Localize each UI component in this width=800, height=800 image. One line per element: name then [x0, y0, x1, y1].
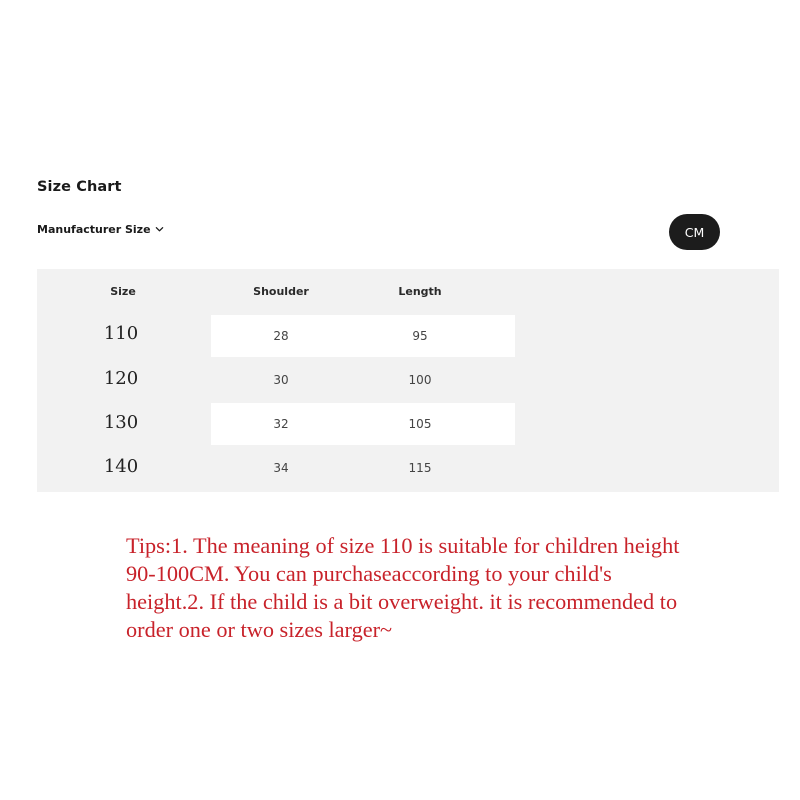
table-cell-size: 120 — [103, 368, 139, 389]
table-cell-shoulder: 34 — [273, 461, 289, 475]
manufacturer-size-dropdown[interactable] — [37, 223, 164, 236]
chevron-down-icon — [155, 225, 164, 234]
table-cell-shoulder: 30 — [273, 373, 289, 387]
size-table — [37, 269, 779, 492]
size-chart-title: Size Chart — [37, 179, 122, 195]
row-band — [211, 403, 515, 445]
table-cell-shoulder: 28 — [273, 329, 289, 343]
table-cell-length: 95 — [412, 329, 428, 343]
unit-cm-button[interactable]: CM — [669, 214, 720, 250]
table-cell-shoulder: 32 — [273, 417, 289, 431]
row-band — [211, 315, 515, 357]
table-cell-length: 100 — [408, 373, 432, 387]
table-cell-length: 105 — [408, 417, 432, 431]
table-cell-length: 115 — [408, 461, 432, 475]
tips-note: Tips:1. The meaning of size 110 is suitable for children height 90-100CM. You can purchaseaccording to your child's height.2. If the child is a bit overweight. it is recommended to order one or two sizes larger~ — [126, 533, 680, 642]
column-header-size: Size — [110, 285, 136, 298]
table-cell-size: 110 — [103, 323, 139, 344]
manufacturer-size-label: Manufacturer Size — [37, 223, 151, 236]
column-header-shoulder: Shoulder — [253, 285, 309, 298]
table-cell-size: 130 — [103, 412, 139, 433]
column-header-length: Length — [398, 285, 442, 298]
table-cell-size: 140 — [103, 456, 139, 477]
